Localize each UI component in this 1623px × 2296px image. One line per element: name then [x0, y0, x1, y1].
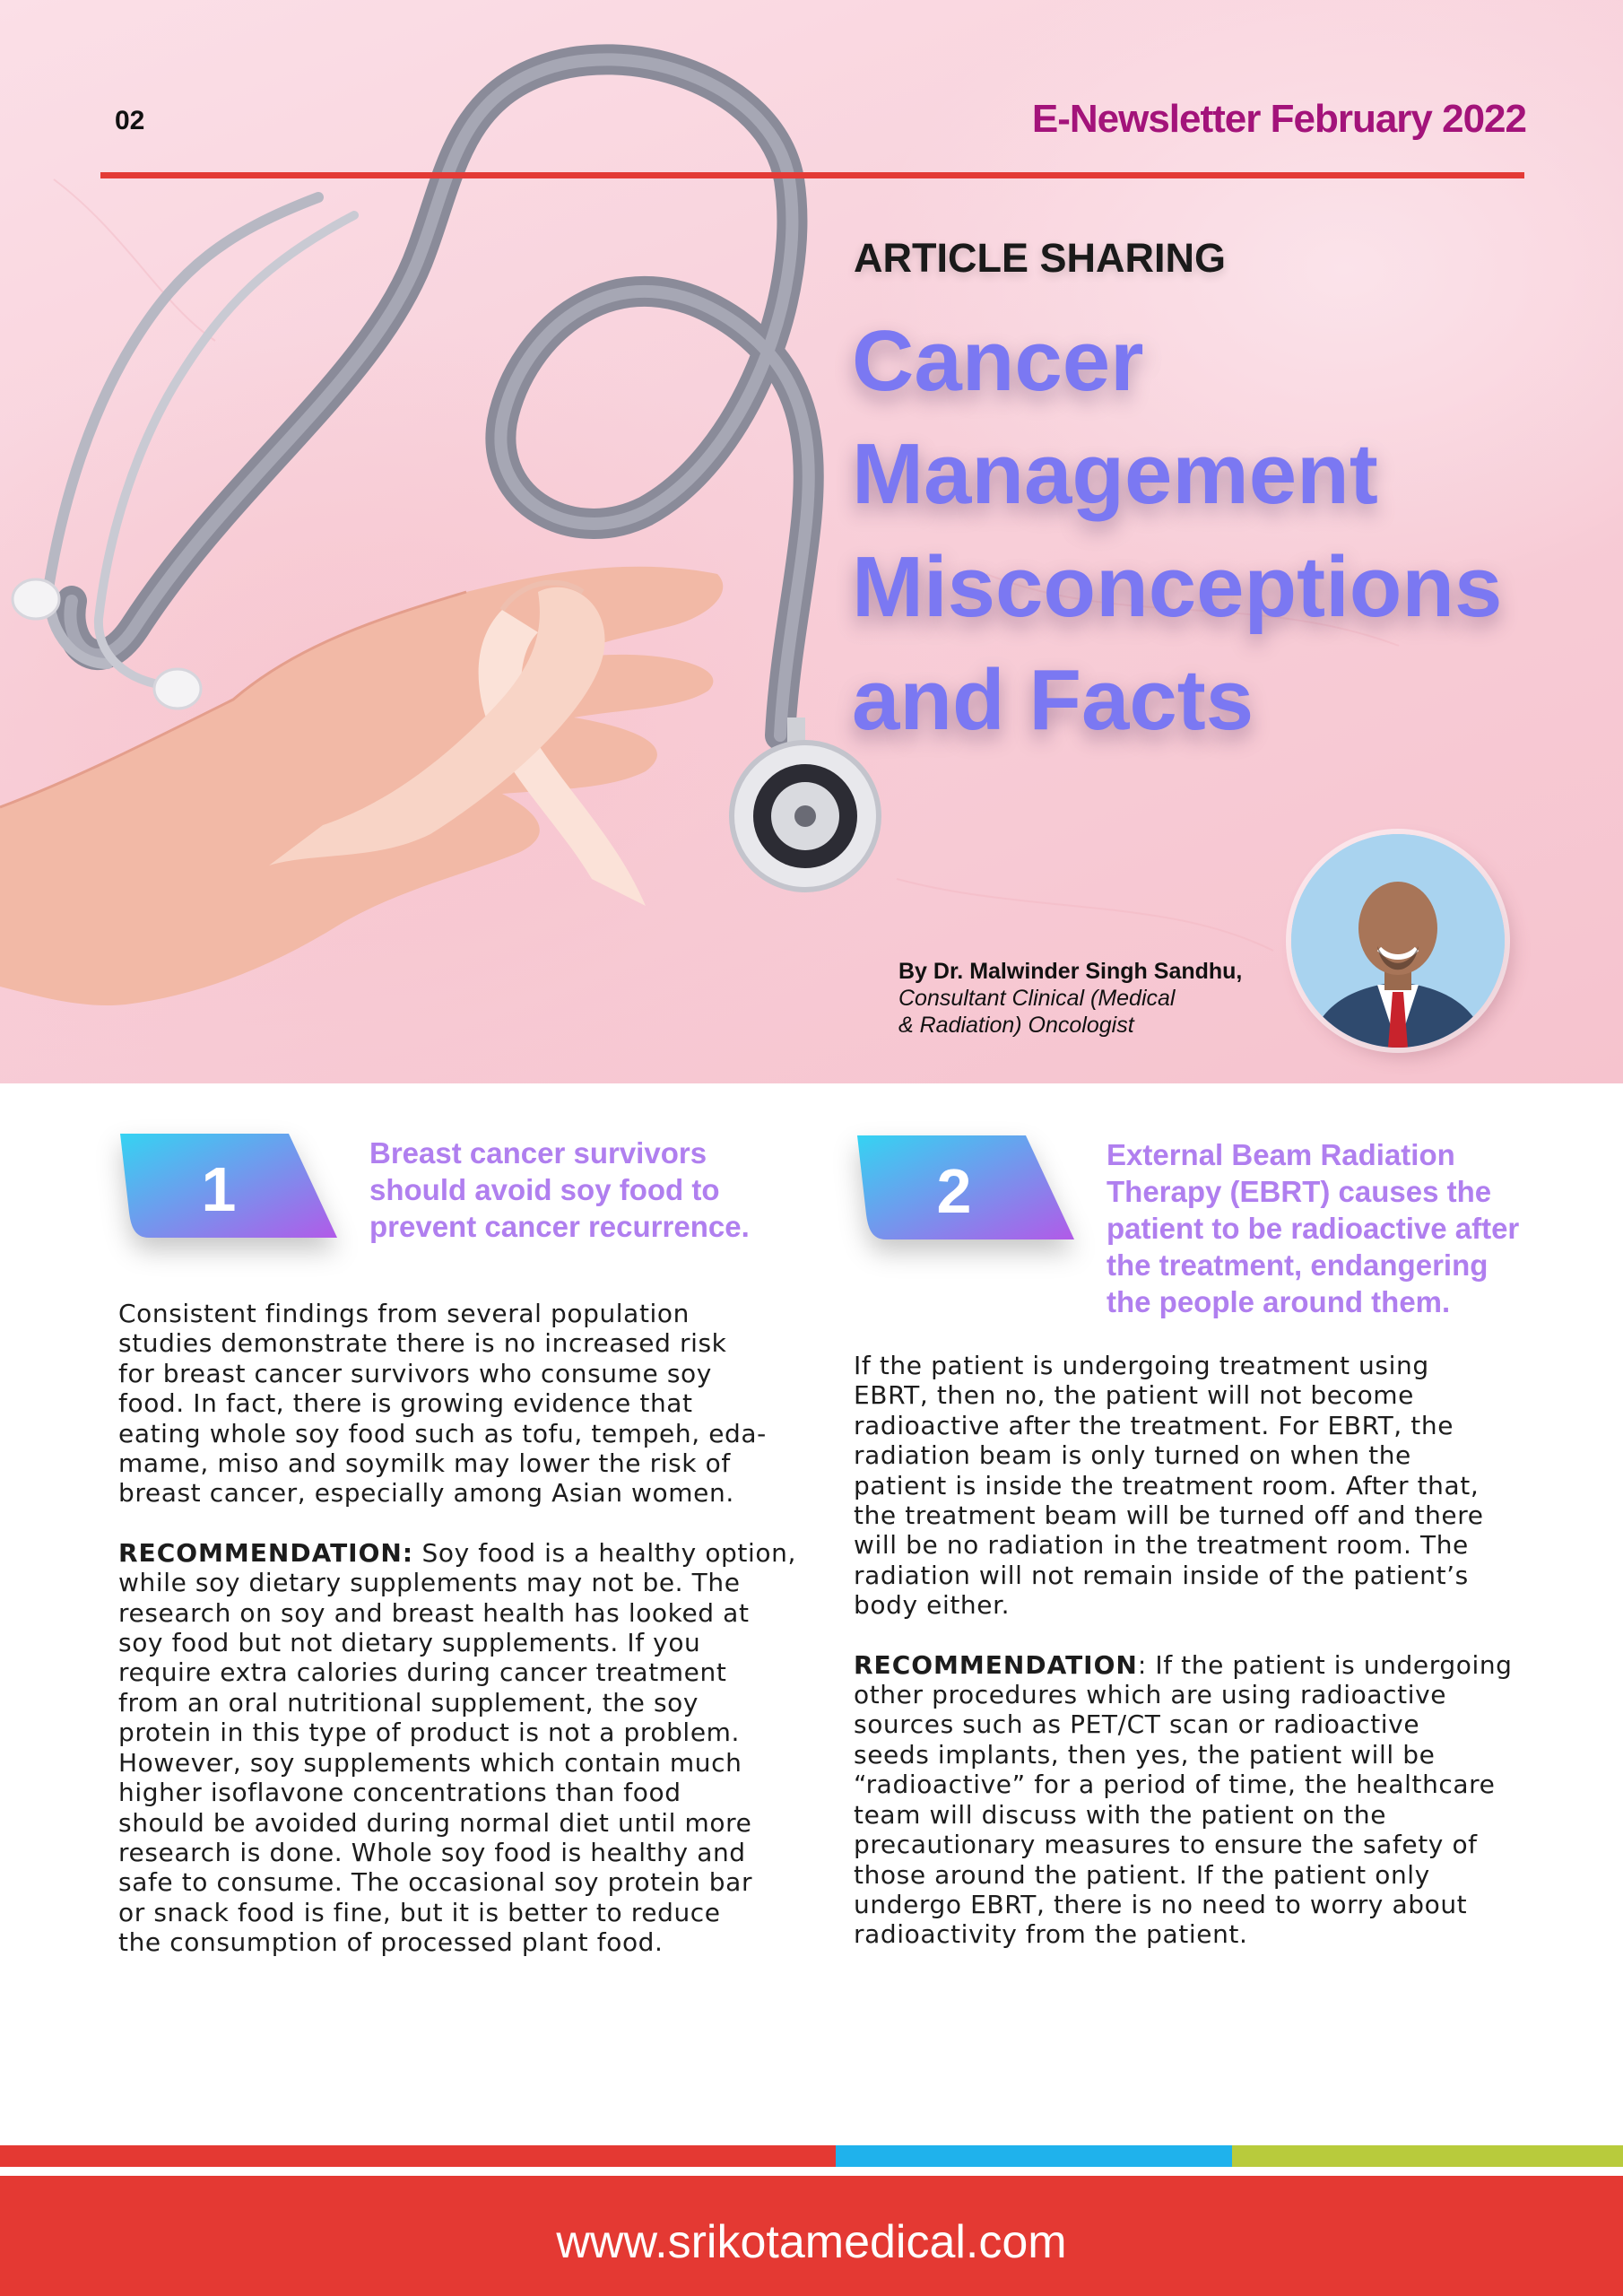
recommendation-line: radioactivity from the patient. — [854, 1919, 1248, 1950]
fact-line: breast cancer, especially among Asian women. — [118, 1478, 734, 1509]
fact-line: the treatment beam will be turned off and there — [854, 1500, 1484, 1531]
fact-line: studies demonstrate there is no increased risk — [118, 1328, 727, 1359]
myth-fact-text — [118, 1299, 809, 1958]
recommendation-line: other procedures which are using radioactive — [854, 1680, 1447, 1710]
fact-line: radiation beam is only turned on when the — [854, 1440, 1411, 1471]
fact-line: patient is inside the treatment room. After that, — [854, 1470, 1480, 1500]
author-role: Consultant Clinical (Medical — [898, 986, 1176, 1011]
fact-line: food. In fact, there is growing evidence that — [118, 1388, 693, 1419]
fact-line: EBRT, then no, the patient will not become — [854, 1380, 1415, 1411]
article-title — [852, 305, 1605, 757]
recommendation-line: However, soy supplements which contain much — [118, 1747, 742, 1778]
author-name: By Dr. Malwinder Singh Sandhu, — [898, 959, 1243, 984]
fact-line: radioactive after the treatment. For EBRT, the — [854, 1410, 1454, 1440]
recommendation-line: those around the patient. If the patient only — [854, 1859, 1430, 1890]
myth-statement-line: prevent cancer recurrence. — [369, 1210, 750, 1243]
myth-statement-line: External Beam Radiation — [1107, 1138, 1455, 1171]
myth-statement — [369, 1135, 750, 1245]
myth-statement-line: the people around them. — [1107, 1285, 1451, 1318]
author-role: & Radiation) Oncologist — [898, 1013, 1134, 1038]
fact-line: radiation will not remain inside of the patient’s — [854, 1560, 1469, 1590]
article-title-line: Management — [852, 426, 1378, 522]
article-title-line: and Facts — [852, 652, 1254, 748]
recommendation-line: protein in this type of product is not a problem. — [118, 1718, 741, 1748]
recommendation-line: undergo EBRT, there is no need to worry about — [854, 1889, 1468, 1919]
myth-fact-text — [854, 1351, 1526, 1950]
recommendation-line: sources such as PET/CT scan or radioactive — [854, 1709, 1420, 1740]
article-title-line: Cancer — [852, 313, 1144, 409]
hero-banner — [0, 0, 1623, 1083]
myth-statement-line: Breast cancer survivors — [369, 1136, 707, 1170]
section-kicker: ARTICLE SHARING — [854, 235, 1226, 281]
recommendation-line: while soy dietary supplements may not be. The — [118, 1568, 741, 1598]
recommendation-line: from an oral nutritional supplement, the soy — [118, 1687, 699, 1718]
myth-number: 1 — [201, 1154, 237, 1224]
page-number: 02 — [115, 106, 145, 135]
fact-line: body either. — [854, 1590, 1011, 1621]
myth-statement-line: patient to be radioactive after — [1107, 1212, 1520, 1245]
website-link[interactable]: www.srikotamedical.com — [556, 2216, 1067, 2268]
recommendation-line: team will discuss with the patient on the — [854, 1799, 1387, 1830]
article-title-line: Misconceptions — [852, 539, 1503, 635]
recommendation-label: RECOMMENDATION: — [118, 1537, 414, 1568]
footer-stripe-green — [1232, 2145, 1623, 2167]
recommendation-line: “radioactive” for a period of time, the healthcare — [854, 1770, 1496, 1800]
myth-statement-line: should avoid soy food to — [369, 1173, 720, 1206]
recommendation-line: soy food but not dietary supplements. If you — [118, 1628, 701, 1658]
recommendation-line: : If the patient is undergoing — [1137, 1649, 1513, 1680]
recommendation-line: Soy food is a healthy option, — [413, 1537, 796, 1568]
fact-line: eating whole soy food such as tofu, tempeh, eda- — [118, 1418, 767, 1448]
fact-line: If the patient is undergoing treatment using — [854, 1351, 1429, 1380]
author-byline — [898, 958, 1293, 1039]
recommendation-line: research on soy and breast health has looked at — [118, 1597, 750, 1628]
recommendation-line: precautionary measures to ensure the safety of — [854, 1830, 1478, 1860]
fact-line: Consistent findings from several population — [118, 1299, 690, 1328]
open-hand-illustration — [0, 567, 723, 1005]
recommendation-line: the consumption of processed plant food. — [118, 1927, 664, 1958]
recommendation-label: RECOMMENDATION — [854, 1649, 1138, 1680]
recommendation-line: or snack food is fine, but it is better to reduce — [118, 1897, 721, 1927]
fact-line: mame, miso and soymilk may lower the risk of — [118, 1448, 731, 1479]
portrait-illustration — [1291, 834, 1505, 1048]
fact-line: will be no radiation in the treatment room. The — [854, 1530, 1469, 1561]
recommendation-line: seeds implants, then yes, the patient will be — [854, 1739, 1436, 1770]
footer-stripe-blue — [836, 2145, 1232, 2167]
recommendation-line: research is done. Whole soy food is healthy and — [118, 1837, 746, 1867]
fact-line: for breast cancer survivors who consume soy — [118, 1358, 712, 1388]
recommendation-line: should be avoided during normal diet until more — [118, 1807, 752, 1838]
recommendation-line: higher isoflavone concentrations than food — [118, 1778, 681, 1808]
myth-number: 2 — [936, 1156, 972, 1226]
myth-statement-line: Therapy (EBRT) causes the — [1107, 1175, 1492, 1208]
newsletter-issue-title: E-Newsletter February 2022 — [1031, 97, 1526, 141]
recommendation-line: require extra calories during cancer treatment — [118, 1657, 727, 1688]
recommendation-line: safe to consume. The occasional soy protein bar — [118, 1867, 753, 1898]
footer-stripe-red — [0, 2145, 836, 2167]
header-divider — [100, 172, 1524, 178]
myth-statement — [1107, 1136, 1519, 1320]
myth-statement-line: the treatment, endangering — [1107, 1248, 1488, 1282]
doctor-portrait — [1291, 834, 1505, 1048]
